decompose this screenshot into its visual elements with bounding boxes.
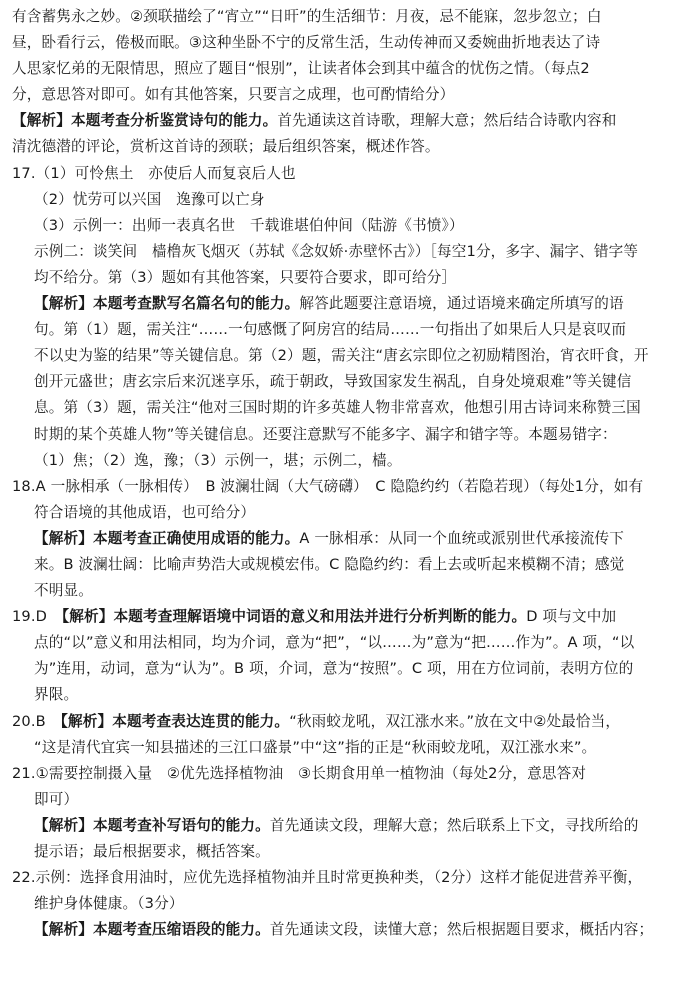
text-line [12, 839, 666, 865]
text-line [12, 500, 666, 526]
analysis-label: 【解析】本题考查分析鉴赏诗句的能力。 [12, 112, 278, 130]
line-text: 首先通读这首诗歌，理解大意；然后结合诗歌内容和 [277, 112, 617, 130]
line-text: 界限。 [34, 686, 79, 704]
analysis-label: 【解析】本题考查压缩语段的能力。 [34, 921, 270, 939]
text-line [12, 422, 666, 448]
line-text: 时期的某个英雄人物”等关键信息。还要注意默写不能多字、漏字和错字等。本题易错字： [34, 425, 617, 443]
line-text: （3）示例一：出师一表真名世 千载谁堪伯仲间（陆游《书愤》） [34, 216, 464, 234]
text-line [12, 213, 666, 239]
text-line [12, 656, 666, 682]
analysis-label: 【解析】本题考查默写名篇名句的能力。 [34, 295, 300, 313]
line-text: 首先通读文段，理解大意；然后联系上下文，寻找所给的 [269, 816, 639, 834]
answer-key: 19.D [12, 608, 48, 626]
text-line [12, 578, 666, 604]
text-line [12, 56, 666, 82]
text-line [12, 343, 666, 369]
text-line [12, 291, 666, 317]
line-text: 均不给分。第（3）题如有其他答案，只要符合要求，即可给分］ [34, 268, 457, 286]
text-line [12, 369, 666, 395]
text-line [12, 448, 666, 474]
text-line [12, 395, 666, 421]
line-text: 解答此题要注意语境，通过语境来确定所填写的语 [299, 295, 624, 313]
line-text: 昼，卧看行云，倦极而眠。③这种坐卧不宁的反常生活，生动传神而又委婉曲折地表达了诗 [12, 34, 601, 52]
line-text: A 一脉相承：从同一个血统或派别世代承接流传下 [299, 529, 624, 547]
text-line [12, 604, 666, 630]
text-line [12, 317, 666, 343]
text-line [12, 917, 666, 943]
text-line [12, 813, 666, 839]
line-text: （1）焦；（2）逸，豫；（3）示例一，堪；示例二，樯。 [34, 451, 402, 469]
text-line [12, 4, 666, 30]
text-line [12, 526, 666, 552]
line-text: 不明显。 [34, 582, 93, 600]
text-line [12, 30, 666, 56]
text-line [12, 787, 666, 813]
line-text: 创开元盛世；唐玄宗后来沉迷享乐，疏于朝政，导致国家发生祸乱，自身处境艰难”等关键信 [34, 373, 632, 391]
line-text: 符合语境的其他成语，也可给分） [34, 503, 256, 521]
text-line [12, 108, 666, 134]
line-text: 人思家忆弟的无限情思，照应了题目“恨别”，让读者体会到其中蕴含的忧伤之情。（每点2 [12, 60, 590, 78]
line-text: 有含蓄隽永之妙。②颈联描绘了“宵立”“日旰”的生活细节：月夜，忌不能寐，忽步忽立；白 [12, 8, 602, 25]
line-text: （2）忧劳可以兴国 逸豫可以亡身 [34, 190, 265, 208]
line-text: 即可） [34, 790, 79, 808]
analysis-label: 【解析】本题考查正确使用成语的能力。 [34, 529, 300, 547]
line-text: 提示语；最后根据要求，概括答案。 [34, 843, 270, 860]
text-line [12, 682, 666, 708]
line-text: 点的“以”意义和用法相同，均为介词，意为“把”，“以……为”意为“把……作为”。A 项，“以 [34, 634, 635, 652]
text-line [12, 865, 666, 891]
line-text: 句。第（1）题，需关注“……一句感慨了阿房宫的结局……一句指出了如果后人只是哀叹而 [34, 321, 627, 339]
analysis-label: 【解析】本题考查补写语句的能力。 [34, 816, 270, 834]
text-line [12, 161, 666, 187]
line-text: “这是清代宜宾一知县描述的三江口盛景”中“这”指的正是“秋雨蛟龙吼，双江涨水来”。 [34, 738, 597, 756]
line-text: 17.（1）可怜焦土 亦使后人而复哀后人也 [12, 164, 296, 182]
line-text: D 项与文中加 [526, 608, 617, 626]
text-line [12, 709, 666, 735]
text-line [12, 735, 666, 761]
text-line [12, 891, 666, 917]
text-line [12, 239, 666, 265]
line-text: 维护身体健康。（3分） [34, 895, 184, 913]
line-text: “秋雨蛟龙吼，双江涨水来。”放在文中②处最恰当， [289, 712, 621, 730]
line-text: 分，意思答对即可。如有其他答案，只要言之成理，也可酌情给分） [12, 86, 455, 104]
text-line [12, 761, 666, 787]
text-line [12, 265, 666, 291]
text-line [12, 82, 666, 108]
line-text: 22.示例：选择食用油时，应优先选择植物油并且时常更换种类，（2分）这样才能促进营养平衡， [12, 869, 643, 887]
text-line [12, 630, 666, 656]
text-line [12, 474, 666, 500]
line-text: 清沈德潜的评论，赏析这首诗的颈联；最后组织答案，概述作答。 [12, 138, 440, 156]
line-text: 息。第（3）题，需关注“他对三国时期的许多英雄人物非常喜欢，他想引用古诗词来称赞三国 [34, 399, 641, 417]
text-line [12, 134, 666, 160]
text-line [12, 187, 666, 213]
line-text: 示例二：谈笑间 樯橹灰飞烟灭（苏轼《念奴娇·赤壁怀古》）［每空1分，多字、漏字、错字等 [34, 242, 639, 260]
line-text: 首先通读文段，读懂大意；然后根据题目要求，概括内容； [269, 921, 654, 939]
line-text: 来。B 波澜壮阔：比喻声势浩大或规模宏伟。C 隐隐约约：看上去或听起来模糊不清；感觉 [34, 555, 625, 573]
analysis-label: 【解析】本题考查理解语境中词语的意义和用法并进行分析判断的能力。 [47, 608, 527, 626]
line-text: 18.A 一脉相承（一脉相传） B 波澜壮阔（大气磅礴） C 隐隐约约（若隐若现）（每处1分，如有 [12, 477, 644, 495]
text-line [12, 552, 666, 578]
line-text: 21.①需要控制摄入量 ②优先选择植物油 ③长期食用单一植物油（每处2分，意思答对 [12, 764, 587, 782]
analysis-label: 【解析】本题考查表达连贯的能力。 [45, 712, 290, 730]
line-text: 为”连用，动词，意为“认为”。B 项，介词，意为“按照”。C 项，用在方位词前，表明方位的 [34, 660, 634, 678]
line-text: 不以史为鉴的结果”等关键信息。第（2）题，需关注“唐玄宗即位之初励精图治，宵衣旰食，开 [34, 347, 649, 365]
answer-key: 20.B [12, 712, 46, 730]
